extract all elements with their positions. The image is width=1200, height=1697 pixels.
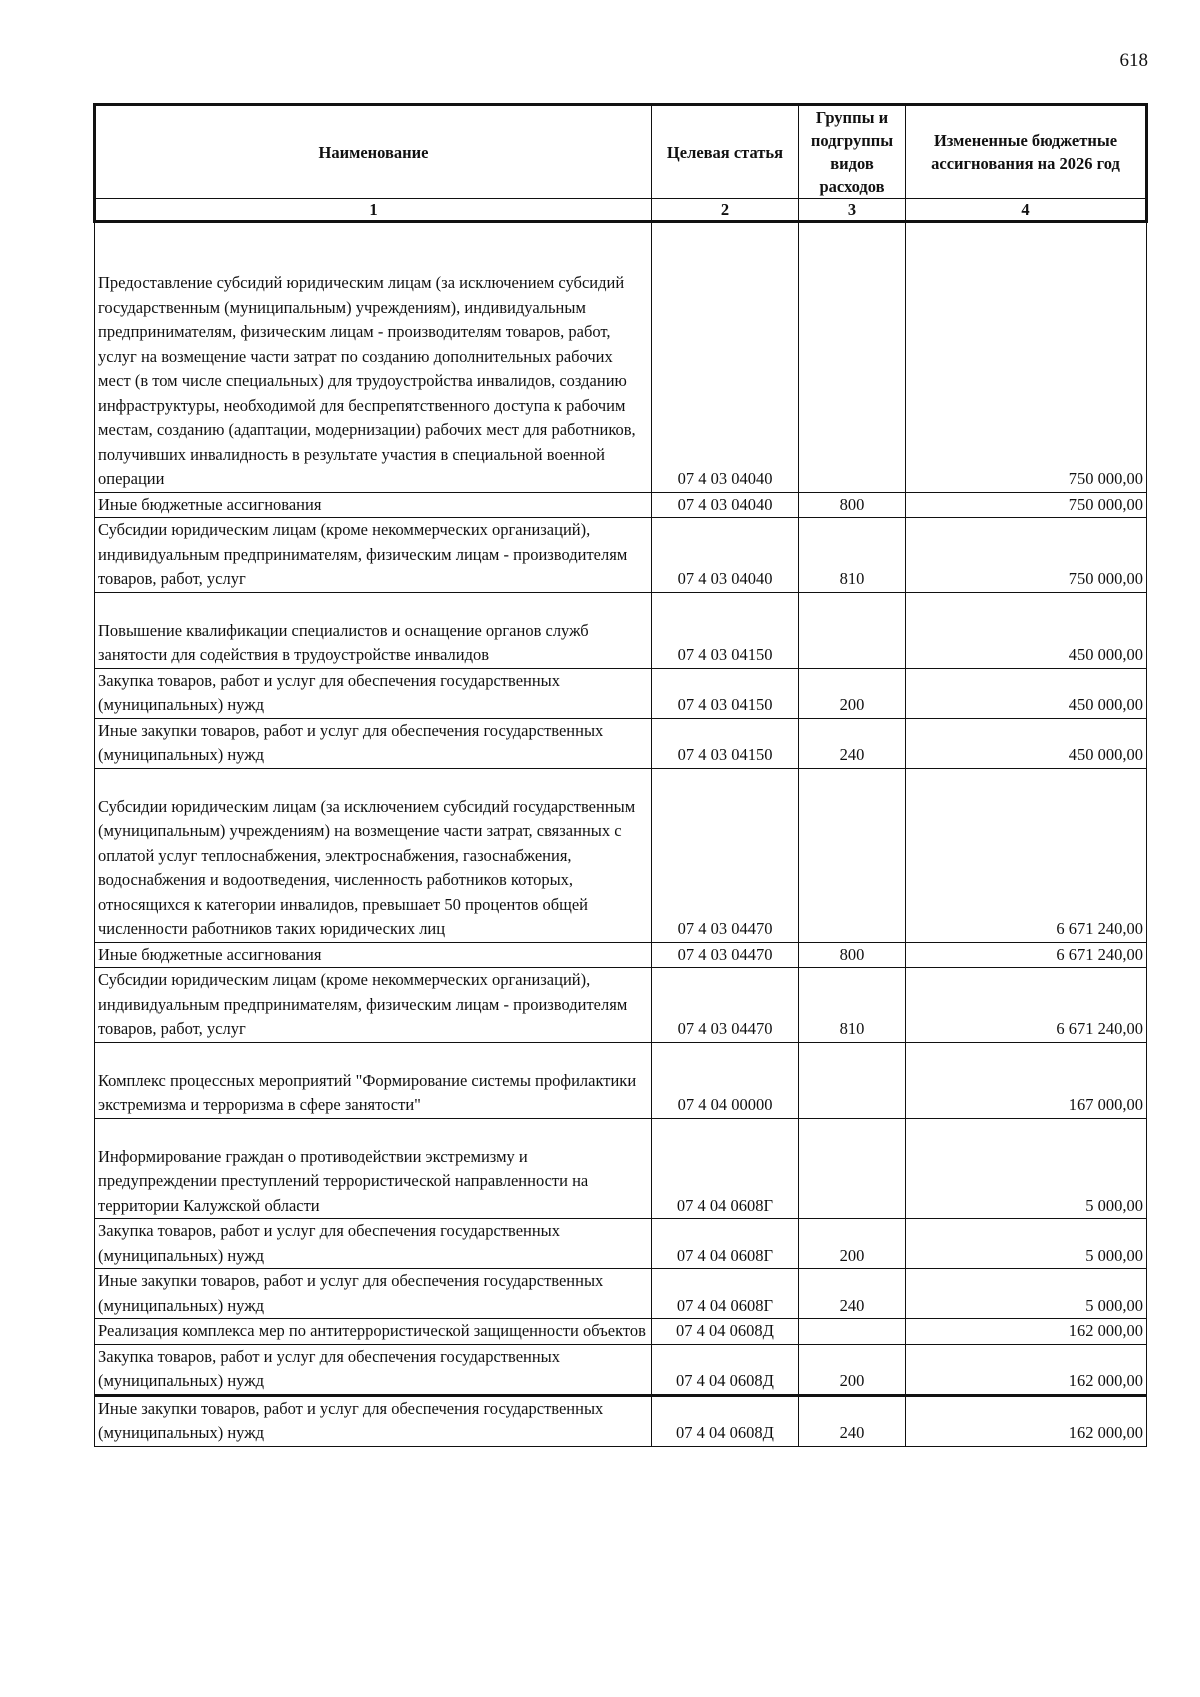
row-amount: 167 000,00 [906,1042,1147,1118]
row-code: 07 4 03 04470 [652,968,799,1043]
header-target-article: Целевая статья [652,105,799,199]
table-row [95,1219,1147,1269]
header-row [95,105,1147,199]
budget-table [93,103,1148,1447]
row-code: 07 4 04 0608Г [652,1219,799,1269]
table-row [95,718,1147,768]
column-number-row [95,199,1147,222]
row-code: 07 4 04 0608Д [652,1395,799,1446]
row-code: 07 4 03 04470 [652,942,799,968]
table-row [95,942,1147,968]
row-code: 07 4 04 0608Д [652,1344,799,1395]
row-code: 07 4 03 04150 [652,592,799,668]
row-amount: 5 000,00 [906,1118,1147,1219]
row-amount: 750 000,00 [906,492,1147,518]
table-row [95,1042,1147,1118]
table-row [95,222,1147,493]
row-name: Повышение квалификации специалистов и оснащение органов служб занятости для содействия в трудоустройстве инвалидов [95,592,652,668]
row-name: Информирование граждан о противодействии экстремизму и предупреждении преступлений террористической направленности на территории Калужской области [95,1118,652,1219]
row-amount: 162 000,00 [906,1319,1147,1345]
row-group: 240 [799,1269,906,1319]
header-allocations: Измененные бюджетные ассигнования на 2026 год [906,105,1147,199]
table-row [95,1118,1147,1219]
row-group: 240 [799,1395,906,1446]
row-amount: 6 671 240,00 [906,968,1147,1043]
table-row [95,1319,1147,1345]
table-row [95,592,1147,668]
row-name: Субсидии юридическим лицам (кроме некоммерческих организаций), индивидуальным предпринимателям, физическим лицам - производителям товаров, работ, услуг [95,968,652,1043]
column-number: 3 [799,199,906,222]
row-code: 07 4 04 00000 [652,1042,799,1118]
row-name: Реализация комплекса мер по антитеррористической защищенности объектов [95,1319,652,1345]
row-group [799,1319,906,1345]
row-name: Иные закупки товаров, работ и услуг для обеспечения государственных (муниципальных) нужд [95,1269,652,1319]
row-group [799,768,906,942]
row-amount: 5 000,00 [906,1219,1147,1269]
table-row [95,768,1147,942]
page-number: 618 [1119,50,1148,71]
row-name: Субсидии юридическим лицам (кроме некоммерческих организаций), индивидуальным предпринимателям, физическим лицам - производителям товаров, работ, услуг [95,518,652,593]
row-group: 240 [799,718,906,768]
row-amount: 750 000,00 [906,222,1147,493]
row-amount: 750 000,00 [906,518,1147,593]
table-row [95,668,1147,718]
row-amount: 6 671 240,00 [906,768,1147,942]
row-group: 200 [799,1219,906,1269]
row-code: 07 4 04 0608Г [652,1269,799,1319]
row-group: 800 [799,492,906,518]
row-name: Предоставление субсидий юридическим лицам (за исключением субсидий государственным (муниципальным) учреждениям), индивидуальным предпринимателям, физическим лицам - производителям товаров, работ, услуг на возмещение части затрат по созданию дополнительных рабочих мест (в том числе специальных) для трудоустройства инвалидов, созданию инфраструктуры, необходимой для беспрепятственного доступа к рабочим местам, созданию (адаптации, модернизации) рабочих мест для работников, получивших инвалидность в результате участия в специальной военной операции [95,222,652,493]
row-group: 810 [799,968,906,1043]
row-amount: 5 000,00 [906,1269,1147,1319]
row-group: 200 [799,1344,906,1395]
table-header [95,105,1147,222]
row-name: Иные закупки товаров, работ и услуг для обеспечения государственных (муниципальных) нужд [95,1395,652,1446]
row-code: 07 4 03 04040 [652,492,799,518]
row-code: 07 4 03 04150 [652,718,799,768]
row-amount: 450 000,00 [906,668,1147,718]
row-amount: 162 000,00 [906,1395,1147,1446]
row-name: Субсидии юридическим лицам (за исключением субсидий государственным (муниципальным) учреждениям) на возмещение части затрат, связанных с оплатой услуг теплоснабжения, электроснабжения, газоснабжения, водоснабжения и водоотведения, численность работников которых, относящихся к категории инвалидов, превышает 50 процентов общей численности работников таких юридических лиц [95,768,652,942]
row-group [799,1042,906,1118]
header-expense-groups: Группы и подгруппы видов расходов [799,105,906,199]
row-group [799,1118,906,1219]
table-row [95,1269,1147,1319]
row-code: 07 4 03 04470 [652,768,799,942]
row-code: 07 4 03 04150 [652,668,799,718]
column-number: 1 [95,199,652,222]
row-group [799,592,906,668]
row-group [799,222,906,493]
row-group: 810 [799,518,906,593]
table-row [95,968,1147,1043]
table-row [95,1344,1147,1395]
table-row [95,518,1147,593]
row-name: Иные бюджетные ассигнования [95,942,652,968]
row-code: 07 4 04 0608Г [652,1118,799,1219]
row-group: 200 [799,668,906,718]
row-name: Иные бюджетные ассигнования [95,492,652,518]
table-row [95,492,1147,518]
row-name: Комплекс процессных мероприятий "Формирование системы профилактики экстремизма и терроризма в сфере занятости" [95,1042,652,1118]
row-amount: 162 000,00 [906,1344,1147,1395]
row-name: Закупка товаров, работ и услуг для обеспечения государственных (муниципальных) нужд [95,668,652,718]
column-number: 4 [906,199,1147,222]
header-name: Наименование [95,105,652,199]
row-name: Закупка товаров, работ и услуг для обеспечения государственных (муниципальных) нужд [95,1344,652,1395]
row-name: Закупка товаров, работ и услуг для обеспечения государственных (муниципальных) нужд [95,1219,652,1269]
row-code: 07 4 03 04040 [652,222,799,493]
row-amount: 6 671 240,00 [906,942,1147,968]
row-group: 800 [799,942,906,968]
table-row [95,1395,1147,1446]
row-amount: 450 000,00 [906,718,1147,768]
row-amount: 450 000,00 [906,592,1147,668]
row-code: 07 4 04 0608Д [652,1319,799,1345]
column-number: 2 [652,199,799,222]
table-body [95,222,1147,1447]
row-name: Иные закупки товаров, работ и услуг для обеспечения государственных (муниципальных) нужд [95,718,652,768]
row-code: 07 4 03 04040 [652,518,799,593]
